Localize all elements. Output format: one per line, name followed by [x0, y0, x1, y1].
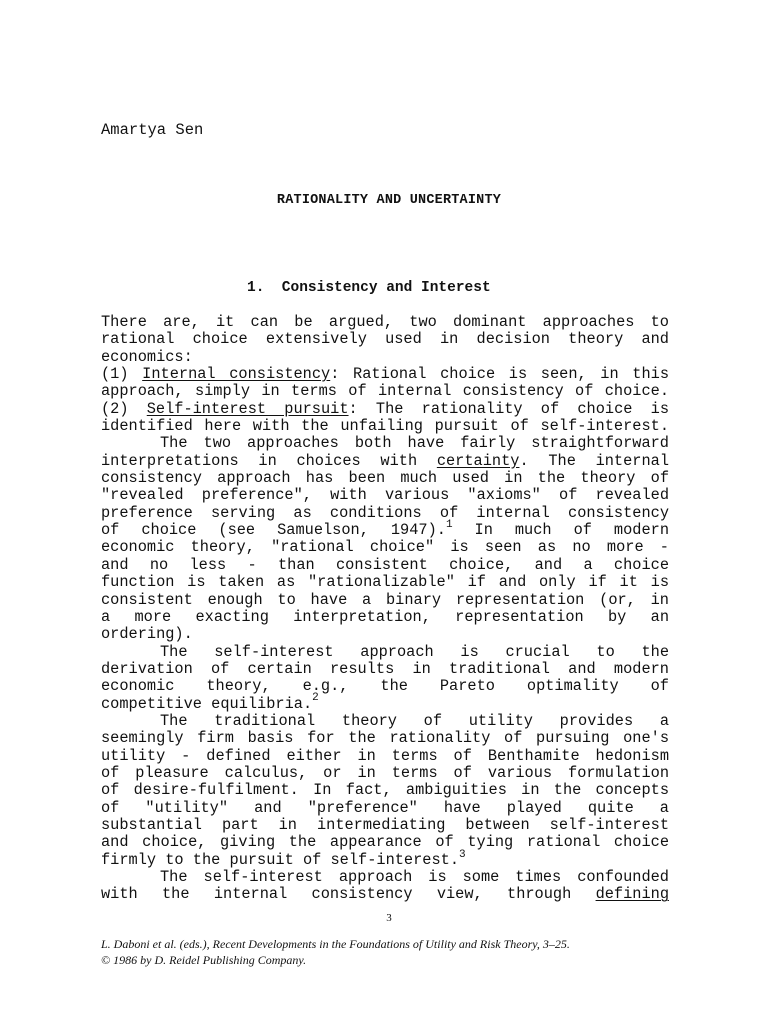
- text-fragment: firmly to the pursuit of self-interest.: [101, 850, 460, 869]
- list-marker: (1): [101, 365, 143, 384]
- citation-footer: [101, 936, 570, 968]
- text-line: derivation of certain results in traditional and modern: [101, 659, 669, 678]
- body-text: [101, 314, 669, 904]
- list-item-self-interest: [101, 401, 669, 418]
- text-line: The self-interest approach is some times confounded: [160, 868, 669, 886]
- text-line: of desire-fulfilment. In fact, ambiguities in the concepts: [101, 781, 669, 800]
- list-marker: (2): [101, 399, 147, 418]
- underlined-term: Internal consistency: [142, 365, 331, 384]
- underlined-term: certainty: [436, 451, 520, 470]
- text-line: identified here with the unfailing pursuit of self-interest.: [101, 417, 669, 436]
- text-line: rational choice extensively used in decision theory and: [101, 330, 669, 349]
- text-fragment: In much of modern: [452, 521, 669, 540]
- footnote-marker: 3: [459, 848, 466, 861]
- underlined-term: defining: [595, 885, 669, 904]
- text-line: [101, 453, 669, 470]
- copyright-line: © 1986 by D. Reidel Publishing Company.: [101, 953, 307, 967]
- section-heading: 1. Consistency and Interest: [247, 280, 491, 296]
- text-line: [101, 519, 669, 540]
- paper-title: RATIONALITY AND UNCERTAINTY: [276, 193, 502, 208]
- text-fragment: of choice (see Samuelson, 1947).: [101, 521, 446, 540]
- text-fragment: competitive equilibria.: [101, 694, 313, 713]
- text-line: The two approaches both have fairly straightforward: [160, 434, 669, 453]
- text-fragment: : Rational choice is seen, in this: [330, 365, 670, 384]
- text-line: utility - defined either in terms of Benthamite hedonism: [101, 746, 669, 765]
- text-fragment: : The rationality of choice is: [348, 399, 669, 418]
- text-line: [101, 848, 669, 869]
- author-name: Amartya Sen: [101, 121, 204, 139]
- text-line: The traditional theory of utility provides a: [160, 711, 669, 730]
- text-line: function is taken as "rationalizable" if and only if it is: [101, 573, 669, 592]
- text-line: [101, 886, 669, 903]
- text-line: and no less - than consistent choice, and a choice: [101, 555, 669, 574]
- page-number: 3: [386, 912, 392, 924]
- text-line: economic theory, "rational choice" is seen as no more -: [101, 538, 669, 557]
- text-fragment: interpretations in choices with: [101, 451, 437, 470]
- text-line: ordering).: [101, 625, 193, 644]
- text-line: "revealed preference", with various "axioms" of revealed: [101, 486, 669, 505]
- text-line: [101, 692, 669, 713]
- text-line: of "utility" and "preference" have played quite a: [101, 798, 669, 817]
- text-line: economics:: [101, 347, 193, 366]
- text-line: economic theory, e.g., the Pareto optimality of: [101, 677, 669, 696]
- underlined-term: Self-interest pursuit: [146, 399, 349, 418]
- text-fragment: . The internal: [519, 451, 670, 470]
- text-line: substantial part in intermediating between self-interest: [101, 815, 669, 834]
- text-line: of pleasure calculus, or in terms of various formulation: [101, 763, 669, 782]
- citation-line: L. Daboni et al. (eds.), Recent Developments in the Foundations of Utility and Risk Theory, 3–25.: [101, 937, 570, 951]
- footnote-marker: 1: [445, 519, 453, 532]
- text-line: a more exacting interpretation, representation by an: [101, 607, 669, 626]
- text-line: and choice, giving the appearance of tying rational choice: [101, 833, 669, 852]
- text-line: approach, simply in terms of internal consistency of choice.: [101, 382, 669, 401]
- text-line: preference serving as conditions of internal consistency: [101, 503, 669, 522]
- text-line: The self-interest approach is crucial to the: [160, 642, 669, 661]
- text-line: seemingly firm basis for the rationality of pursuing one's: [101, 729, 669, 748]
- list-item-internal-consistency: [101, 366, 669, 383]
- text-fragment: with the internal consistency view, through: [101, 885, 596, 904]
- text-line: There are, it can be argued, two dominant approaches to: [101, 313, 669, 331]
- text-line: consistency approach has been much used in the theory of: [101, 469, 669, 488]
- text-line: consistent enough to have a binary representation (or, in: [101, 590, 669, 609]
- footnote-marker: 2: [312, 692, 319, 705]
